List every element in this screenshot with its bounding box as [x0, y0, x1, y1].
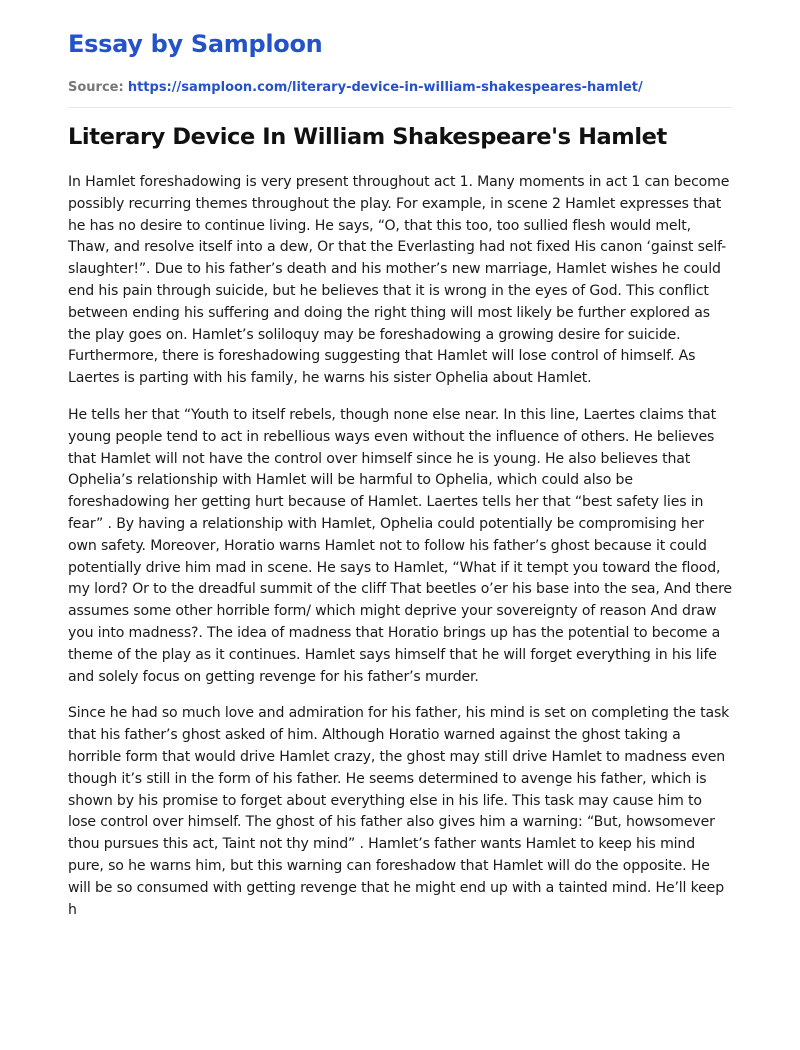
- essay-paragraph: Since he had so much love and admiration for his father, his mind is set on completing the task that his father’s ghost asked of him. Although Horatio warned against the ghost taking a horrible form that would drive Hamlet crazy, the ghost may still drive Hamlet to madness even though it’s still in the form of his father. He seems determined to avenge his father, which is shown by his promise to forget about everything else in his life. This task may cause him to lose control over himself. The ghost of his father also gives him a warning: “But, howsomever thou pursues this act, Taint not thy mind” . Hamlet’s father wants Hamlet to keep his mind pure, so he warns him, but this warning can foreshadow that Hamlet will do the opposite. He will be so consumed with getting revenge that he might end up with a tainted mind. He’ll keep h: [68, 705, 730, 918]
- document-page: [68, 28, 732, 936]
- essay-body: [68, 172, 732, 921]
- source-link[interactable]: https://samploon.com/literary-device-in-william-shakespeares-hamlet/: [127, 80, 643, 95]
- header-divider: [68, 107, 732, 108]
- source-label: Source:: [68, 80, 124, 95]
- site-brand: Essay by Samploon: [68, 30, 323, 58]
- source-line: [68, 79, 732, 97]
- essay-paragraph: He tells her that “Youth to itself rebels, though none else near. In this line, Laertes claims that young people tend to act in rebellious ways even without the influence of others. He believes that Hamlet will not have the control over himself since he is young. He also believes that Ophelia’s relationship with Hamlet will be harmful to Ophelia, which could also be foreshadowing her getting hurt because of Hamlet. Laertes tells her that “best safety lies in fear” . By having a relationship with Hamlet, Ophelia could potentially be compromising her own safety. Moreover, Horatio warns Hamlet not to follow his father’s ghost because it could potentially drive him mad in scene. He says to Hamlet, “What if it tempt you toward the flood, my lord? Or to the dreadful summit of the cliff That beetles o’er his base into the sea, And there assumes some other horrible form/ which might deprive your sovereignty of reason And draw you into madness?. The idea of madness that Horatio brings up has the potential to become a theme of the play as it continues. Hamlet says himself that he will forget everything in his life and solely focus on getting revenge for his father’s murder.: [68, 406, 732, 685]
- essay-title: Literary Device In William Shakespeare's Hamlet: [68, 124, 667, 150]
- essay-paragraph: In Hamlet foreshadowing is very present throughout act 1. Many moments in act 1 can become possibly recurring themes throughout the play. For example, in scene 2 Hamlet expresses that he has no desire to continue living. He says, “O, that this too, too sullied flesh would melt, Thaw, and resolve itself into a dew, Or that the Everlasting had not fixed His canon ‘gainst self-slaughter!”. Due to his father’s death and his mother’s new marriage, Hamlet wishes he could end his pain through suicide, but he believes that it is wrong in the eyes of God. This conflict between ending his suffering and doing the right thing will most likely be further explored as the play goes on. Hamlet’s soliloquy may be foreshadowing a growing desire for suicide. Furthermore, there is foreshadowing suggesting that Hamlet will lose control of himself. As Laertes is parting with his family, he warns his sister Ophelia about Hamlet.: [68, 174, 730, 387]
